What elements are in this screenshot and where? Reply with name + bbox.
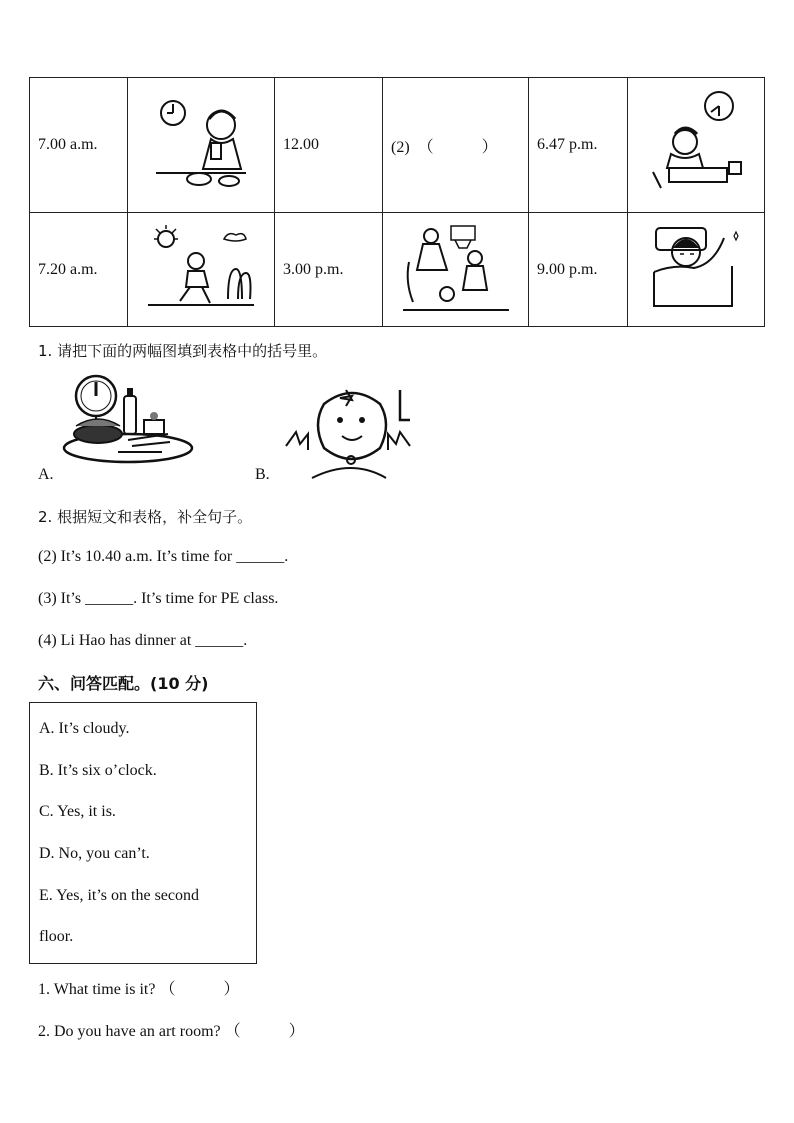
instruction-fill-pictures: 1. 请把下面的两幅图填到表格中的括号里。 bbox=[38, 342, 328, 360]
time-cell: 6.47 p.m. bbox=[529, 78, 628, 213]
option-c: C. Yes, it is. bbox=[39, 803, 116, 820]
time-cell: 7.20 a.m. bbox=[30, 213, 128, 327]
option-e-continued: floor. bbox=[39, 928, 74, 945]
time-cell: 12.00 bbox=[275, 78, 383, 213]
option-b: B. It’s six o’clock. bbox=[39, 762, 157, 779]
option-e: E. Yes, it’s on the second bbox=[39, 887, 199, 904]
basketball-pe-icon bbox=[383, 213, 529, 327]
sentence-2: (2) It’s 10.40 a.m. It’s time for ______. bbox=[38, 548, 289, 565]
girl-waving-picture bbox=[282, 386, 414, 487]
breakfast-clock-icon bbox=[128, 78, 275, 213]
time-cell: 7.00 a.m. bbox=[30, 78, 128, 213]
sentence-3: (3) It’s ______. It’s time for PE class. bbox=[38, 590, 279, 607]
time-cell: 9.00 p.m. bbox=[529, 213, 628, 327]
section-6-heading: 六、问答匹配。(10 分) bbox=[38, 674, 209, 693]
schedule-row-1 bbox=[30, 78, 765, 213]
option-b-label: B. bbox=[255, 466, 270, 483]
homework-clock-icon bbox=[628, 78, 765, 213]
time-cell: 3.00 p.m. bbox=[275, 213, 383, 327]
blank-answer-cell: (2) （ ） bbox=[383, 78, 529, 213]
walking-to-school-icon bbox=[128, 213, 275, 327]
lunch-clock-picture bbox=[58, 374, 198, 469]
option-d: D. No, you can’t. bbox=[39, 845, 150, 862]
option-a-label: A. bbox=[38, 466, 54, 483]
sleeping-icon bbox=[628, 213, 765, 327]
instruction-complete-sentences: 2. 根据短文和表格，补全句子。 bbox=[38, 508, 253, 526]
option-a: A. It’s cloudy. bbox=[39, 720, 130, 737]
sentence-4: (4) Li Hao has dinner at ______. bbox=[38, 632, 248, 649]
question-1: 1. What time is it? （ ） bbox=[38, 981, 240, 998]
schedule-table bbox=[29, 77, 765, 327]
schedule-row-2 bbox=[30, 213, 765, 327]
answer-options-box bbox=[29, 702, 257, 964]
question-2: 2. Do you have an art room? （ ） bbox=[38, 1023, 305, 1040]
